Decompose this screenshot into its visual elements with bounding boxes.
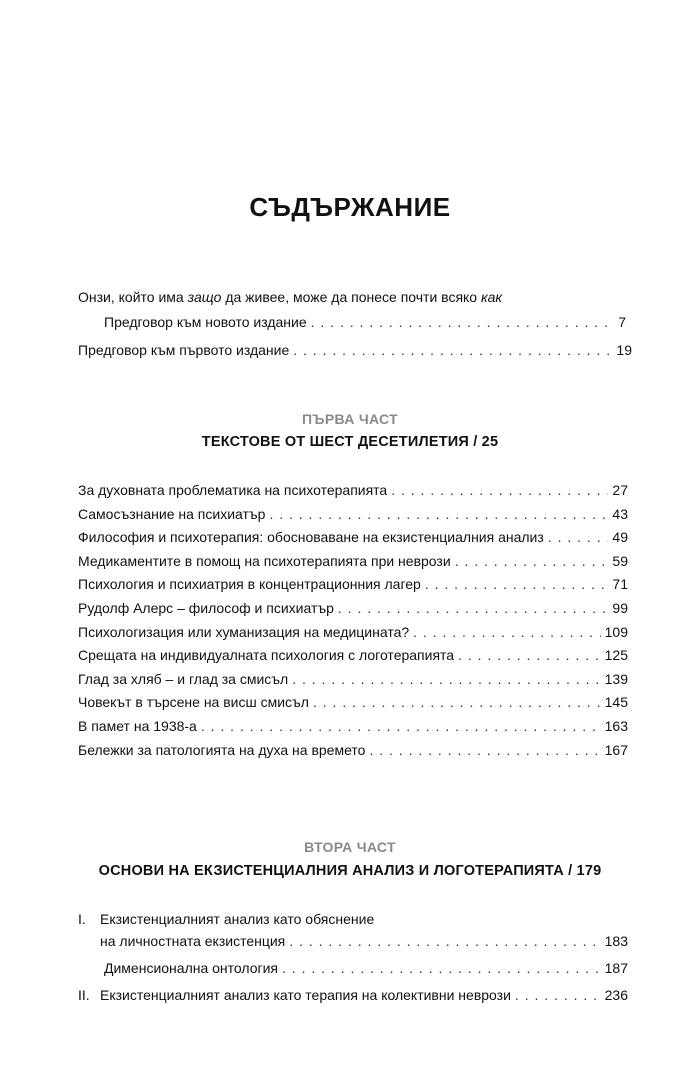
toc-entry-number: I. — [78, 911, 86, 927]
motto-text-d: как — [480, 289, 502, 305]
toc-entry-page: 163 — [604, 718, 628, 734]
dot-leader — [391, 480, 608, 500]
toc-entry-title: Рудолф Алерс – философ и психиатър — [78, 600, 334, 616]
toc-entry[interactable] — [100, 985, 628, 1005]
toc-entry-title: на личностната екзистенция — [100, 933, 286, 949]
toc-entry[interactable] — [78, 574, 628, 594]
dot-leader — [413, 622, 600, 642]
dot-leader — [282, 958, 601, 978]
dot-leader — [425, 574, 609, 594]
part-label: ПЪРВА ЧАСТ — [302, 411, 398, 427]
toc-entry-title: Срещата на индивидуалната психология с логотерапията — [78, 647, 455, 663]
toc-entry-page: 183 — [604, 933, 628, 949]
dot-leader — [311, 312, 615, 332]
toc-entry-page: 59 — [612, 553, 628, 569]
dot-leader — [458, 645, 601, 665]
toc-entry[interactable] — [78, 551, 628, 571]
toc-entry-title: Бележки за патологията на духа на времето — [78, 742, 366, 758]
toc-entry[interactable] — [78, 340, 632, 360]
motto-text-c: да живее, може да понесе почти всяко — [221, 289, 481, 305]
dot-leader — [455, 551, 609, 571]
toc-entry[interactable] — [78, 669, 628, 689]
toc-entry-page: 99 — [612, 600, 628, 616]
toc-entry-page: 187 — [604, 960, 628, 976]
dot-leader — [338, 598, 609, 618]
toc-entry-page: 139 — [604, 671, 628, 687]
toc-entry-page: 236 — [604, 987, 628, 1003]
dot-leader — [293, 340, 612, 360]
toc-entry[interactable] — [104, 312, 626, 332]
dot-leader — [292, 669, 600, 689]
toc-entry[interactable] — [78, 645, 628, 665]
toc-entry[interactable] — [100, 931, 628, 951]
toc-entry-page: 43 — [612, 506, 628, 522]
toc-entry-title-line1: Екзистенциалният анализ като обяснение — [100, 911, 375, 927]
toc-entry[interactable] — [78, 740, 628, 760]
toc-entry[interactable] — [78, 716, 628, 736]
toc-entry-title: Психология и психиатрия в концентрационния лагер — [78, 576, 421, 592]
toc-entry[interactable] — [104, 958, 628, 978]
motto-text-a: Онзи, който има — [78, 289, 188, 305]
toc-entry-title: Медикаментите в помощ на психотерапията при неврози — [78, 553, 451, 569]
toc-entry-page: 145 — [604, 694, 628, 710]
toc-entry-page: 125 — [604, 647, 628, 663]
toc-entry-title: Човекът в търсене на висш смисъл — [78, 694, 309, 710]
toc-entry-page: 167 — [604, 742, 628, 758]
toc-entry-title: Психологизация или хуманизация на медицината? — [78, 624, 410, 640]
toc-entry-page: 109 — [604, 624, 628, 640]
toc-entry[interactable] — [78, 692, 628, 712]
part-title: ОСНОВИ НА ЕКЗИСТЕНЦИАЛНИЯ АНАЛИЗ И ЛОГОТЕРАПИЯТА / 179 — [98, 863, 602, 879]
dot-leader — [515, 985, 601, 1005]
dot-leader — [289, 931, 600, 951]
toc-entry-number: II. — [78, 987, 90, 1003]
toc-entry-page: 71 — [612, 576, 628, 592]
toc-entry[interactable] — [78, 622, 628, 642]
toc-entry-title: Философия и психотерапия: обосноваване на екзистенциалния анализ — [78, 529, 544, 545]
motto-text-b: защо — [187, 289, 222, 305]
toc-entry[interactable] — [78, 504, 628, 524]
dot-leader — [548, 527, 609, 547]
toc-entry-title: Предговор към новото издание — [104, 314, 307, 330]
page-title: СЪДЪРЖАНИЕ — [249, 192, 451, 222]
toc-entry-title: В памет на 1938-а — [78, 718, 197, 734]
toc-entry[interactable] — [78, 527, 628, 547]
dot-leader — [369, 740, 600, 760]
toc-entry-title: Екзистенциалният анализ като терапия на колективни неврози — [100, 987, 511, 1003]
toc-entry[interactable] — [78, 598, 628, 618]
dot-leader — [313, 692, 601, 712]
toc-entry-title: Предговор към първото издание — [78, 342, 290, 358]
toc-entry-title: Глад за хляб – и глад за смисъл — [78, 671, 289, 687]
motto-line — [78, 287, 502, 307]
toc-entry-page: 49 — [612, 529, 628, 545]
toc-entry-title: Дименсионална онтология — [104, 960, 279, 976]
dot-leader — [269, 504, 608, 524]
dot-leader — [201, 716, 601, 736]
toc-entry-page: 19 — [616, 342, 632, 358]
part-title: ТЕКСТОВЕ ОТ ШЕСТ ДЕСЕТИЛЕТИЯ / 25 — [201, 434, 499, 450]
toc-entry-page: 27 — [612, 482, 628, 498]
toc-entry-page: 7 — [618, 314, 626, 330]
toc-entry-title: Самосъзнание на психиатър — [78, 506, 266, 522]
part-label: ВТОРА ЧАСТ — [304, 839, 396, 855]
toc-entry[interactable] — [78, 480, 628, 500]
toc-entry-title: За духовната проблематика на психотерапията — [78, 482, 388, 498]
